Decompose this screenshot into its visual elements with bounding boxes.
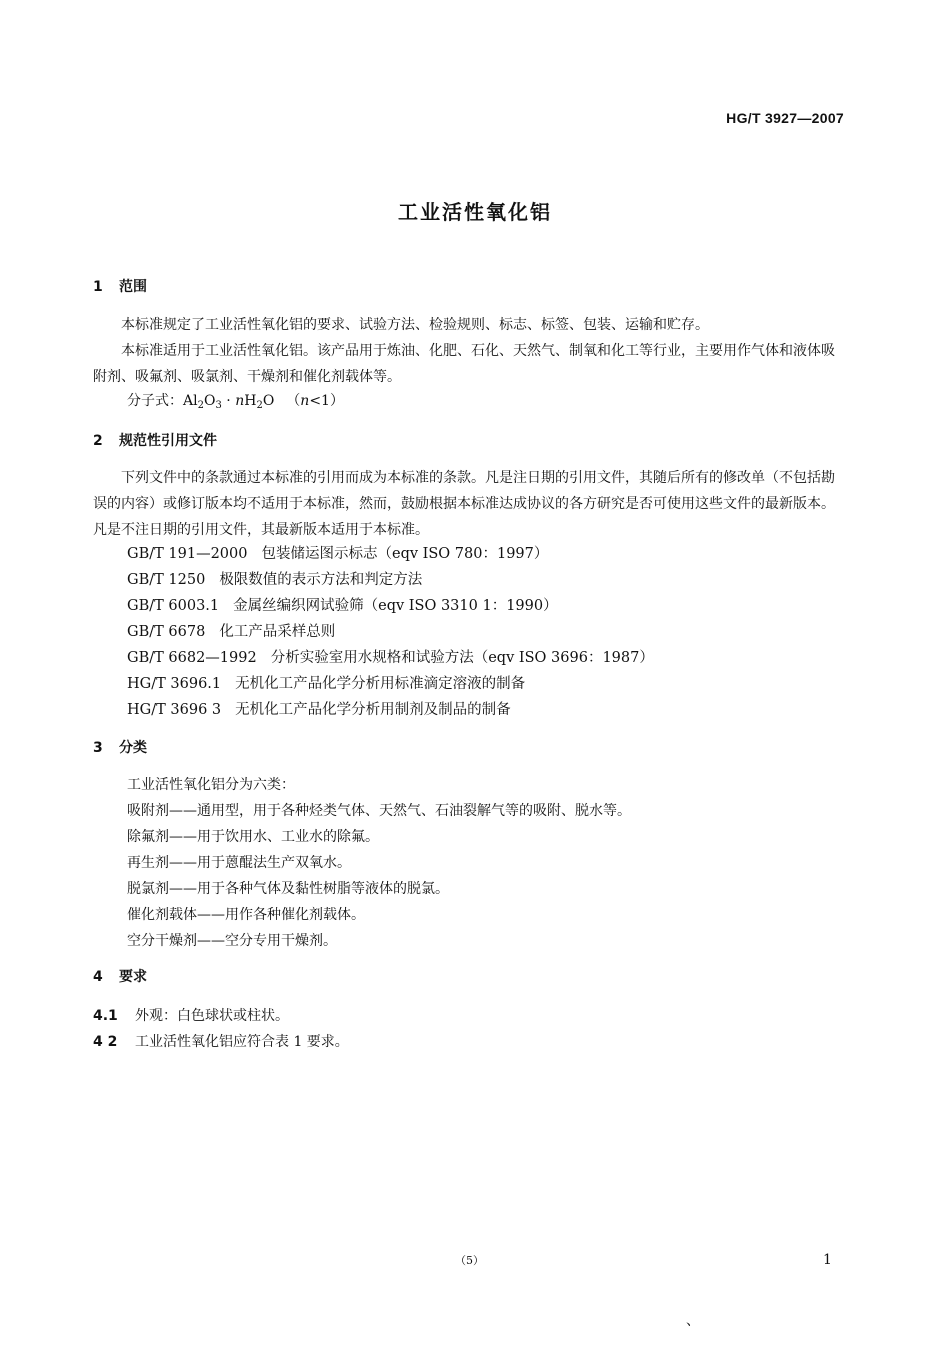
formula-al: Al <box>183 393 198 409</box>
reference-item <box>127 594 558 615</box>
formula-o: O <box>203 393 216 409</box>
document-title: 工业活性氧化铝 <box>398 200 552 224</box>
requirement-text: 工业活性氧化铝应符合表 1 要求。 <box>135 1034 349 1050</box>
requirement-number: 4 2 <box>93 1034 118 1050</box>
section-3-number: 3 <box>93 740 103 756</box>
section-2-number: 2 <box>93 433 103 449</box>
normative-references-intro: 下列文件中的条款通过本标准的引用而成为本标准的条款。凡是注日期的引用文件，其随后所有的修改单（不包括勘误的内容）或修订版本均不适用于本标准，然而，鼓励根据本标准达成协议的各方研究是否可使用这些文件的最新版本。凡是不注日期的引用文件，其最新版本适用于本标准。 <box>93 470 835 538</box>
formula-o2: O <box>262 393 275 409</box>
section-1-number: 1 <box>93 279 103 295</box>
reference-item <box>127 620 335 641</box>
requirement-item <box>93 1029 349 1055</box>
reference-title: 金属丝编织网试验筛（eqv ISO 3310 1：1990） <box>233 598 558 614</box>
reference-code: HG/T 3696 3 <box>127 702 222 718</box>
page-number-center: （5） <box>455 1254 484 1267</box>
section-4-title: 要求 <box>119 969 147 985</box>
requirement-item <box>93 1003 289 1029</box>
formula-h: H <box>244 393 257 409</box>
scope-paragraph-1: 本标准规定了工业活性氧化铝的要求、试验方法、检验规则、标志、标签、包装、运输和贮存。 <box>121 317 709 333</box>
reference-title: 无机化工产品化学分析用制剂及制品的制备 <box>235 702 511 718</box>
stray-mark: 、 <box>686 1313 700 1329</box>
reference-title: 包装储运图示标志（eqv ISO 780：1997） <box>261 546 549 562</box>
formula-n: n <box>235 393 245 409</box>
standard-code: HG/T 3927—2007 <box>726 110 844 126</box>
molecular-formula <box>127 388 344 419</box>
reference-code: GB/T 6678 <box>127 624 206 640</box>
classification-item: 空分干燥剂——空分专用干燥剂。 <box>127 933 337 949</box>
section-4-heading <box>93 966 147 986</box>
reference-title: 极限数值的表示方法和判定方法 <box>219 572 423 588</box>
formula-dot: · <box>221 393 236 409</box>
section-2-heading <box>93 430 217 450</box>
formula-cond-open: （ <box>286 393 301 409</box>
reference-code: GB/T 191—2000 <box>127 546 248 562</box>
reference-code: GB/T 6003.1 <box>127 598 220 614</box>
section-2-title: 规范性引用文件 <box>119 433 217 449</box>
classification-intro: 工业活性氧化铝分为六类： <box>127 777 295 793</box>
scope-paragraph-2: 本标准适用于工业活性氧化铝。该产品用于炼油、化肥、石化、天然气、制氧和化工等行业，主要用作气体和液体吸附剂、吸氟剂、吸氯剂、干燥剂和催化剂载体等。 <box>93 343 835 385</box>
reference-title: 分析实验室用水规格和试验方法（eqv ISO 3696：1987） <box>270 650 654 666</box>
section-3-title: 分类 <box>119 740 147 756</box>
section-3-heading <box>93 737 147 757</box>
page-number-right: 1 <box>823 1252 832 1268</box>
formula-cond-rest: <1） <box>309 393 344 409</box>
classification-item: 除氟剂——用于饮用水、工业水的除氟。 <box>127 829 379 845</box>
section-4-number: 4 <box>93 969 103 985</box>
reference-title: 化工产品采样总则 <box>219 624 336 640</box>
classification-item: 再生剂——用于蒽醌法生产双氧水。 <box>127 855 351 871</box>
classification-item: 吸附剂——通用型，用于各种烃类气体、天然气、石油裂解气等的吸附、脱水等。 <box>127 803 631 819</box>
reference-title: 无机化工产品化学分析用标准滴定溶液的制备 <box>235 676 526 692</box>
formula-label: 分子式： <box>127 393 183 409</box>
reference-code: HG/T 3696.1 <box>127 676 222 692</box>
reference-item <box>127 672 525 693</box>
reference-item <box>127 568 422 589</box>
formula-sub-3: 3 <box>215 400 222 411</box>
reference-item <box>127 646 654 667</box>
classification-item: 催化剂载体——用作各种催化剂载体。 <box>127 907 365 923</box>
requirement-number: 4.1 <box>93 1008 118 1024</box>
section-1-title: 范围 <box>119 279 147 295</box>
reference-item <box>127 698 511 719</box>
formula-sub-2: 2 <box>197 400 204 411</box>
reference-code: GB/T 1250 <box>127 572 206 588</box>
reference-item <box>127 542 548 563</box>
classification-item: 脱氯剂——用于各种气体及黏性树脂等液体的脱氯。 <box>127 881 449 897</box>
formula-sub-2b: 2 <box>256 400 263 411</box>
section-1-heading <box>93 276 147 296</box>
formula-cond-n: n <box>300 393 310 409</box>
reference-code: GB/T 6682—1992 <box>127 650 257 666</box>
requirement-text: 外观：白色球状或柱状。 <box>135 1008 289 1024</box>
